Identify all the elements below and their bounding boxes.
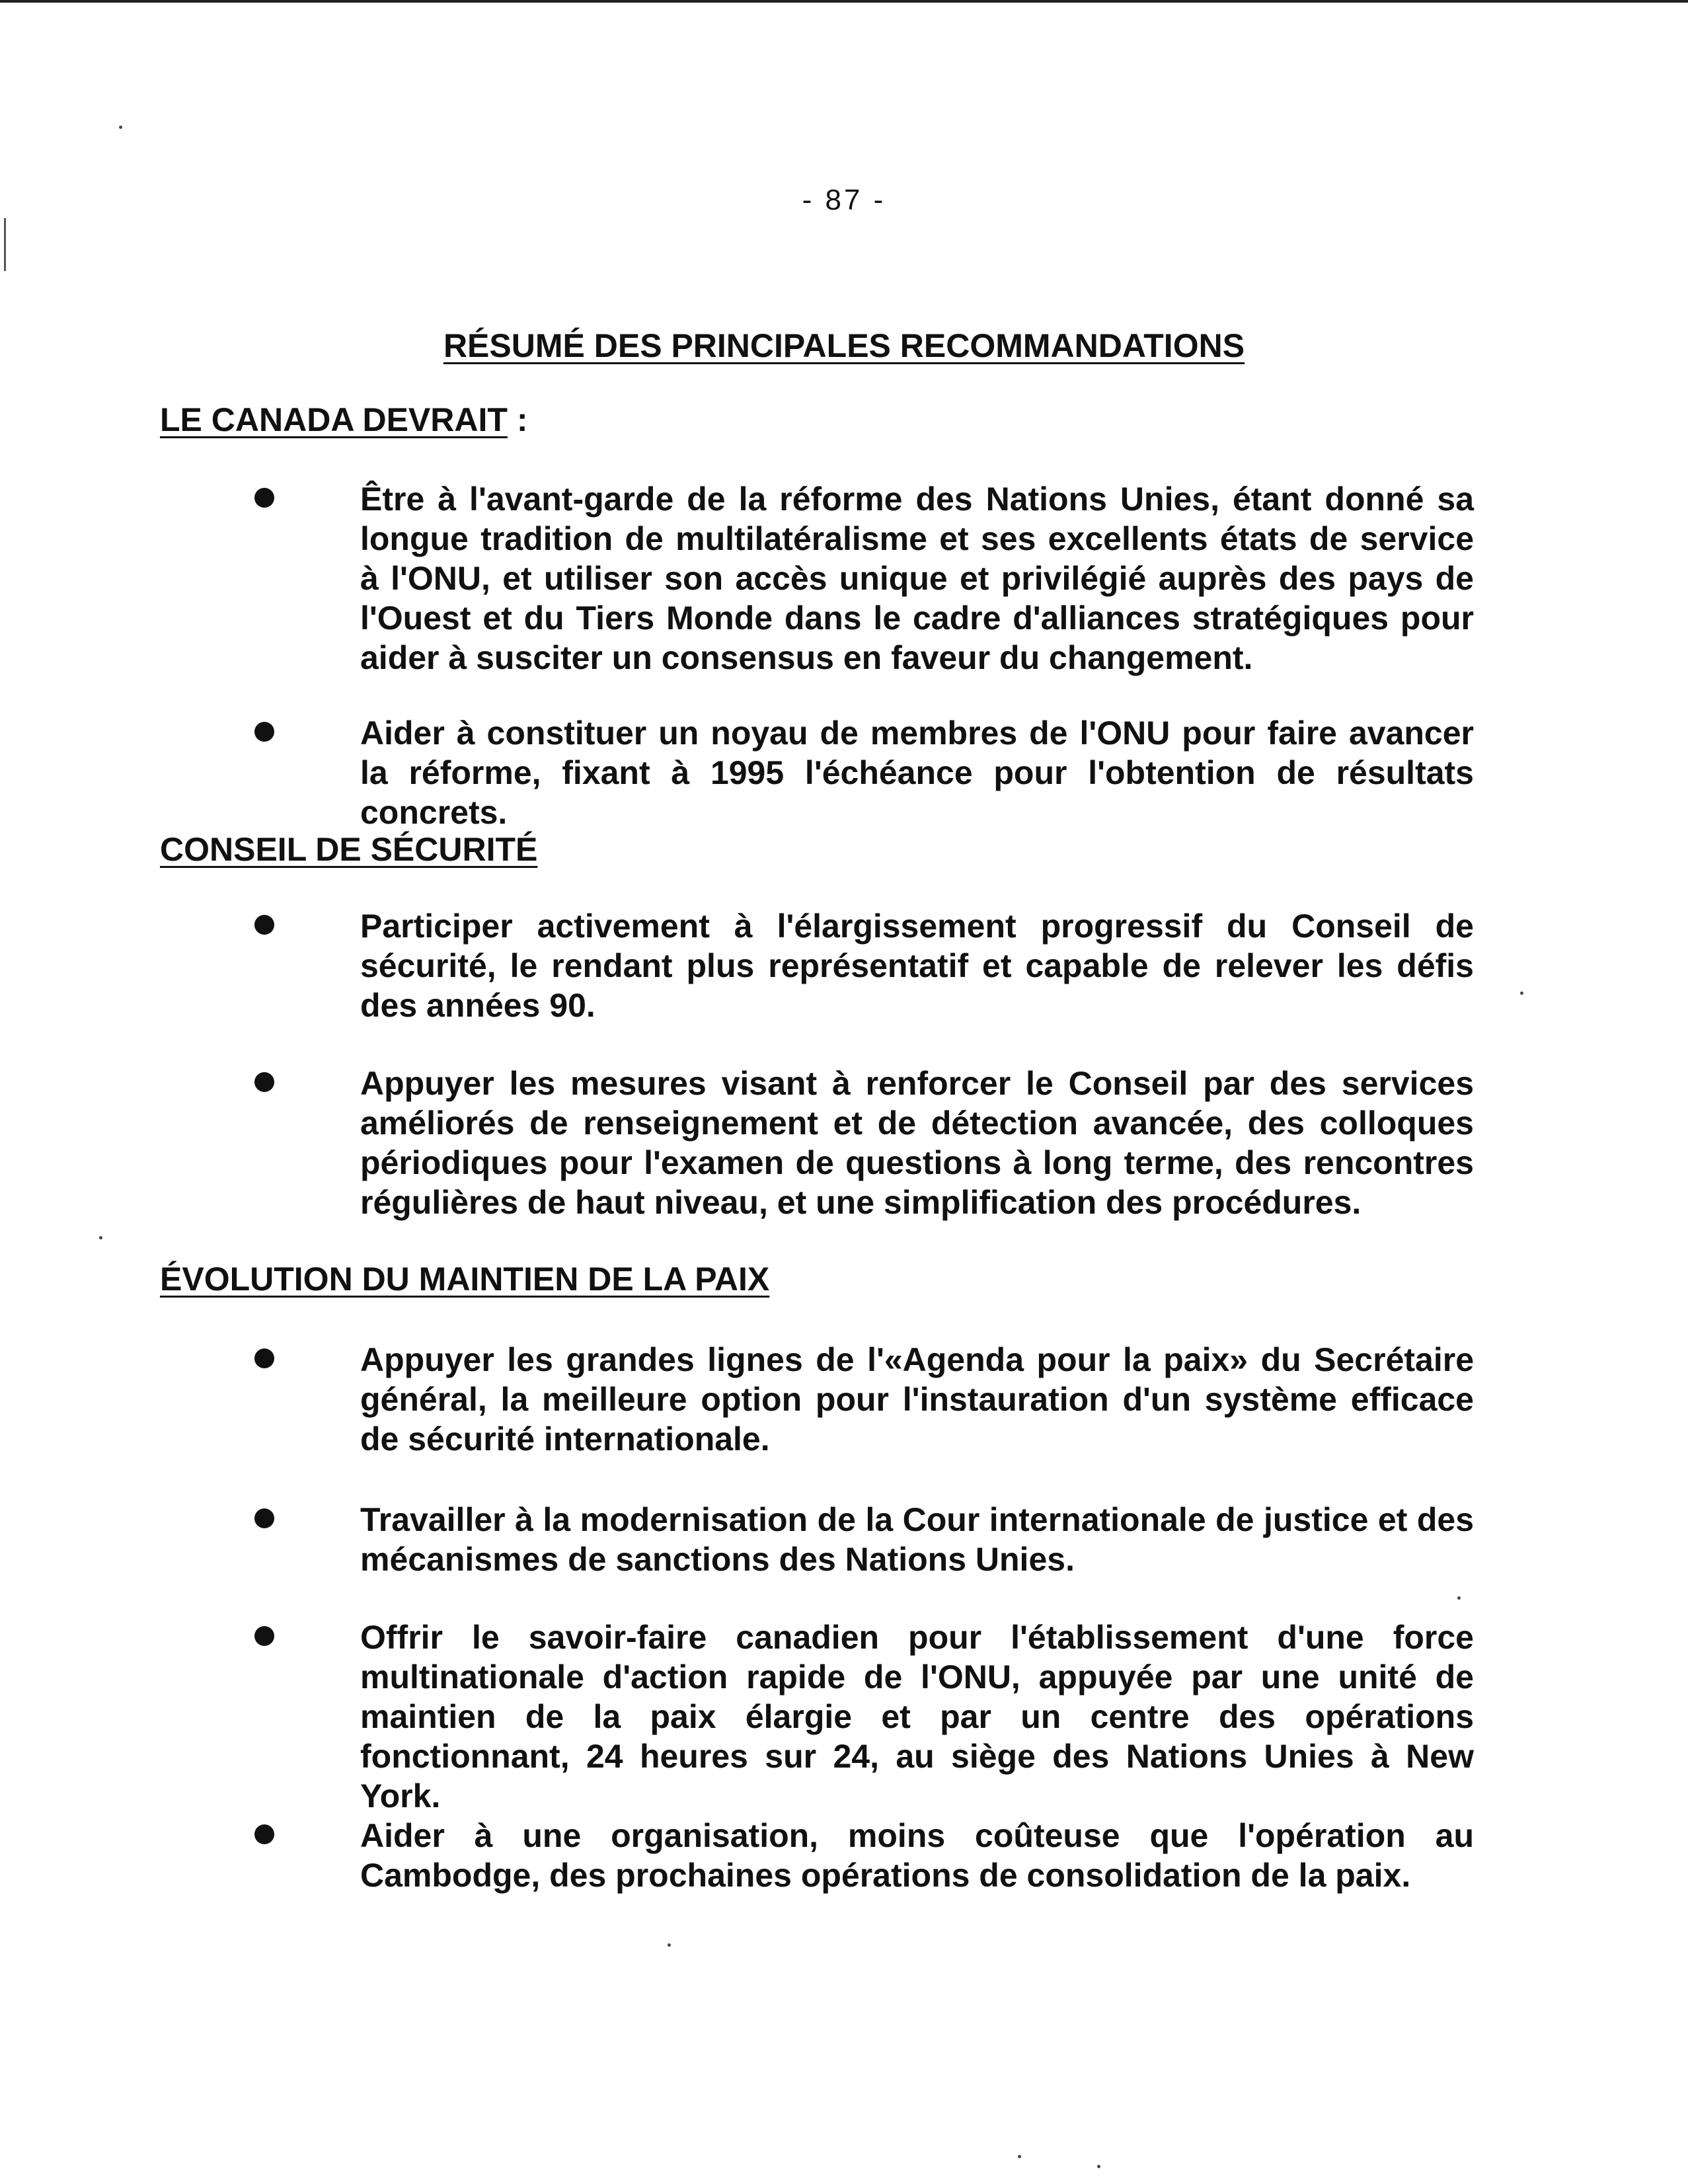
bullet-icon — [254, 488, 274, 508]
scan-speck — [99, 1236, 102, 1239]
bullet-icon — [254, 1626, 274, 1646]
recommendation-item: Appuyer les mesures visant à renforcer le Conseil par des services améliorés de renseignement et de détection avancée, des colloques périodiques pour l'examen de questions à long terme, des rencontres régulières de haut niveau, et une simplification des procédures. — [360, 1065, 1474, 1221]
page-number: - 87 - — [802, 184, 886, 216]
recommendation-item: Travailler à la modernisation de la Cour internationale de justice et des mécanismes de sanctions des Nations Unies. — [360, 1501, 1474, 1578]
recommendation-item: Appuyer les grandes lignes de l'«Agenda pour la paix» du Secrétaire général, la meilleure option pour l'instauration d'un système efficace de sécurité internationale. — [360, 1341, 1474, 1458]
scan-speck — [1457, 1596, 1461, 1600]
scan-top-edge — [0, 0, 1688, 3]
document-title: RÉSUMÉ DES PRINCIPALES RECOMMANDATIONS — [443, 327, 1245, 364]
recommendation-item: Aider à constituer un noyau de membres de l'ONU pour faire avancer la réforme, fixant à 1995 l'échéance pour l'obtention de résultats concrets. — [360, 715, 1474, 831]
bullet-icon — [254, 1508, 274, 1528]
scan-speck — [119, 126, 122, 129]
recommendation-item: Participer activement à l'élargissement progressif du Conseil de sécurité, le rendant plus représentatif et capable de relever les défis des années 90. — [360, 908, 1474, 1024]
scan-speck — [1097, 2165, 1100, 2168]
scan-speck — [1018, 2155, 1021, 2158]
scan-left-mark — [4, 218, 6, 271]
recommendation-item: Être à l'avant-garde de la réforme des Nations Unies, étant donné sa longue tradition de multilatéralisme et ses excellents états de service à l'ONU, et utiliser son accès unique et privilégié auprès des pays de l'Ouest et du Tiers Monde dans le cadre d'alliances stratégiques pour aider à susciter un consensus en faveur du changement. — [360, 481, 1474, 676]
bullet-icon — [254, 1072, 274, 1092]
bullet-icon — [254, 1824, 274, 1844]
scan-speck — [668, 1943, 671, 1947]
bullet-icon — [254, 722, 274, 742]
recommendation-item: Offrir le savoir-faire canadien pour l'établissement d'une force multinationale d'action rapide de l'ONU, appuyée par une unité de maintien de la paix élargie et par un centre des opérations fonctionnant, 24 heures sur 24, au siège des Nations Unies à New York. — [360, 1619, 1474, 1814]
recommendation-item: Aider à une organisation, moins coûteuse que l'opération au Cambodge, des prochaines opérations de consolidation de la paix. — [360, 1817, 1474, 1894]
section-heading-conseil: CONSEIL DE SÉCURITÉ — [160, 831, 538, 868]
scan-speck — [1520, 992, 1523, 995]
section-heading-maintien: ÉVOLUTION DU MAINTIEN DE LA PAIX — [160, 1261, 770, 1298]
section-heading-canada — [160, 401, 527, 439]
bullet-icon — [254, 915, 274, 935]
section-heading-colon: : — [507, 401, 528, 438]
section-heading-text: LE CANADA DEVRAIT — [160, 401, 508, 438]
bullet-icon — [254, 1348, 274, 1368]
